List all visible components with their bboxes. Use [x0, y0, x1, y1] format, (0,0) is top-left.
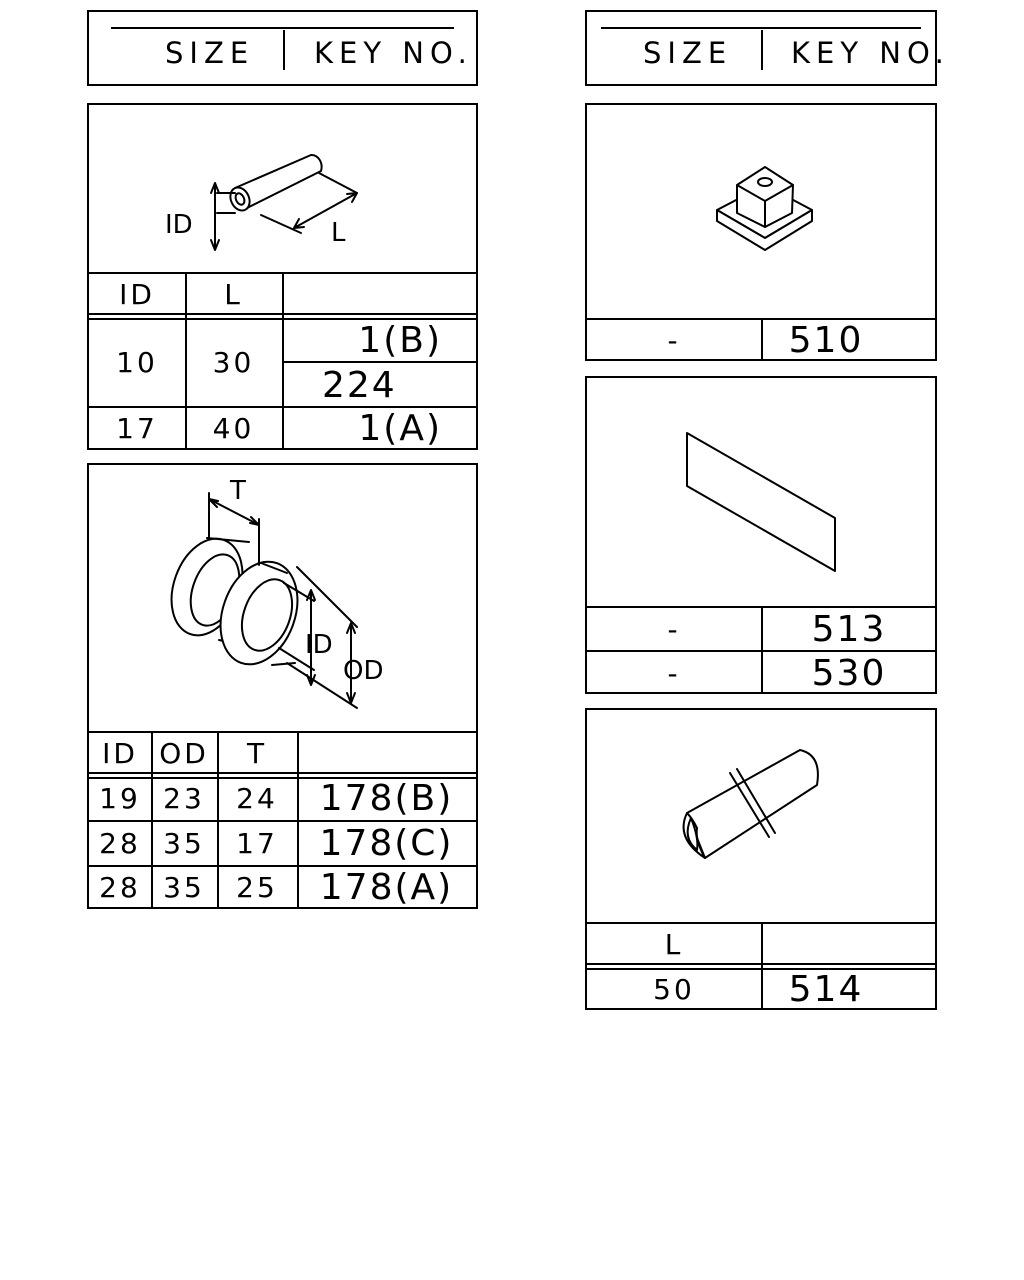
- grommet-t-label: T: [230, 476, 246, 506]
- size-header-label: SIZE: [165, 36, 255, 70]
- grommet-od-label: OD: [343, 656, 384, 686]
- edge-clip-diagram: [587, 710, 939, 925]
- key-no-value: 178(B): [319, 778, 454, 819]
- grommet-col-id: ID: [102, 736, 138, 770]
- tape-panel: [585, 376, 937, 694]
- tube-diagram: [89, 105, 480, 275]
- header-overline: [111, 27, 454, 29]
- tube-col-id: ID: [119, 277, 155, 311]
- key-no-value: 224: [322, 364, 397, 406]
- grommet-col-t: T: [246, 736, 268, 770]
- key-no-value: 1(A): [358, 407, 442, 449]
- table-row: 35: [163, 827, 205, 860]
- table-row: 25: [236, 870, 278, 904]
- id-dimension: [211, 183, 235, 250]
- table-row: 19: [99, 782, 141, 815]
- table-row: 10: [116, 345, 158, 379]
- key-no-value: 1(B): [358, 319, 442, 361]
- tube-panel: [87, 103, 478, 450]
- key-no-header-label: KEY NO.: [314, 36, 473, 70]
- tube-l-label: L: [331, 218, 346, 248]
- table-row: 30: [212, 345, 255, 379]
- table-row: 28: [99, 827, 141, 860]
- header-overline: [601, 27, 921, 29]
- tube-col-l: L: [224, 277, 243, 311]
- nut-diagram: [587, 105, 939, 320]
- header-divider: [761, 30, 763, 70]
- key-no-value: 178(C): [319, 823, 454, 864]
- table-row: 35: [163, 870, 205, 904]
- key-no-value: 514: [788, 968, 864, 1010]
- key-no-header-label: KEY NO.: [791, 36, 950, 70]
- key-no-value: 178(A): [319, 866, 454, 908]
- grommet-col-od: OD: [159, 736, 209, 770]
- tube-shape: [227, 155, 322, 214]
- table-row: -: [667, 656, 681, 690]
- table-row: 40: [212, 411, 255, 445]
- table-row: -: [667, 612, 681, 646]
- tape-shape: [687, 433, 835, 571]
- table-row: 50: [653, 972, 695, 1006]
- size-header-label: SIZE: [643, 36, 733, 70]
- table-row: 24: [236, 782, 278, 815]
- table-row: 17: [116, 411, 158, 445]
- right-size-key-header: [585, 10, 950, 86]
- edge-clip-panel: [585, 708, 937, 1010]
- edge-clip-col-l: L: [664, 927, 684, 961]
- header-divider: [283, 30, 285, 70]
- tube-id-label: ID: [165, 210, 193, 240]
- left-size-key-header: [87, 10, 478, 86]
- grommet-diagram: [89, 465, 480, 733]
- edge-clip-shape: [684, 750, 818, 858]
- table-row: -: [667, 324, 681, 357]
- key-no-value: 510: [788, 320, 864, 361]
- tape-diagram: [587, 378, 939, 608]
- grommet-id-label: ID: [305, 630, 333, 660]
- table-row: 28: [99, 870, 141, 904]
- table-row: 23: [163, 782, 205, 815]
- grommet-panel: [87, 463, 478, 909]
- nut-shape: [717, 167, 812, 250]
- nut-panel: [585, 103, 937, 361]
- key-no-value: 513: [811, 608, 887, 650]
- key-no-value: 530: [811, 652, 887, 694]
- table-row: 17: [236, 827, 278, 860]
